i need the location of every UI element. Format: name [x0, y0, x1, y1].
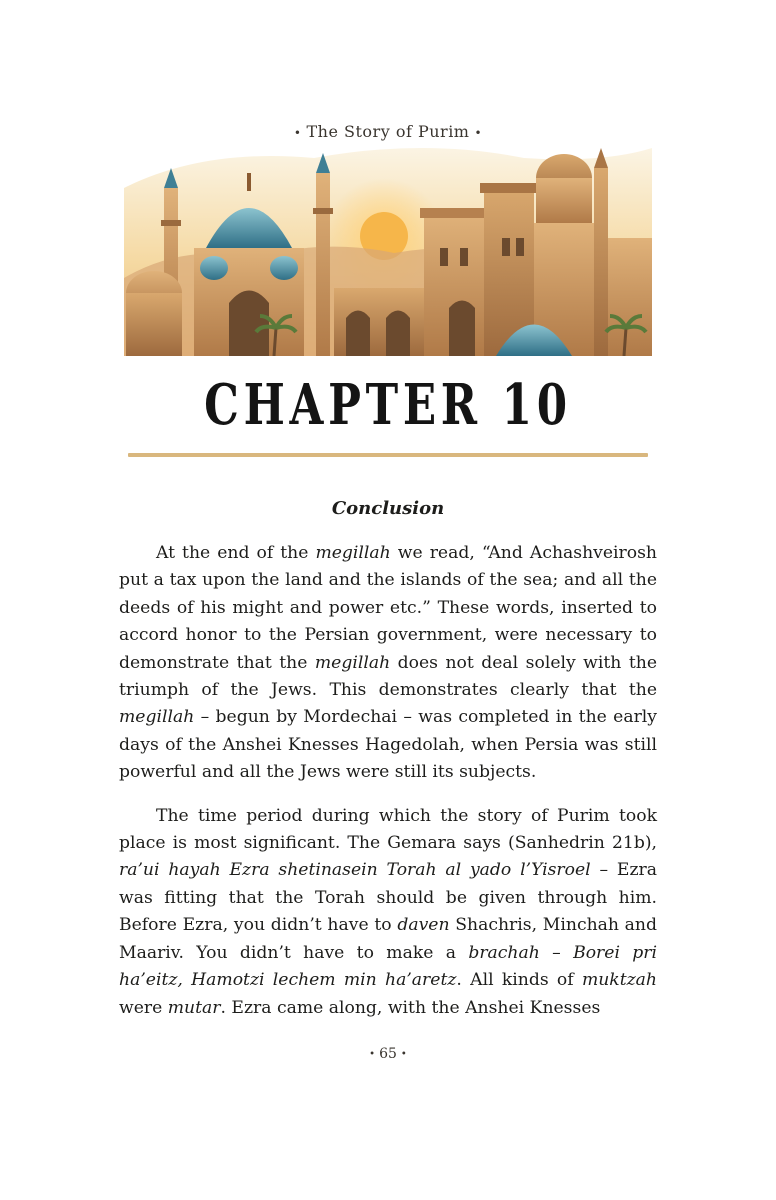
text-run: – Ezra was fitting that the Torah should be given through him. Before Ezra, you didn’t have to	[119, 860, 657, 936]
italic-term: daven	[397, 915, 450, 936]
running-head-title: The Story of Purim	[306, 122, 470, 141]
text-run: At the end of the	[156, 543, 316, 563]
text-run: –	[539, 942, 574, 963]
section-heading: Conclusion	[331, 498, 445, 519]
page-number-value: 65	[379, 1046, 397, 1062]
text-run: we read, “And Achashveirosh put a tax upon the land and the islands of the sea; and all the deeds of his might and power etc.” These words, inserted to accord honor to the Persian government, were necessary to demonstrate that the	[119, 543, 657, 673]
text-run: Shachris, Minchah and Maariv. You didn’t have to make a	[119, 915, 657, 963]
chapter-title: CHAPTER 10	[204, 372, 572, 438]
text-run: does not deal solely with the triumph of the Jews. This demonstrates clearly that the	[119, 652, 657, 701]
text-run: The time period during which the story of Purim took place is most significant. The Gemara says (Sanhedrin 21b),	[119, 805, 657, 854]
text-run: . Ezra came along, with the Anshei Knesses	[220, 997, 601, 1018]
text-run: – begun by Mordechai – was completed in the early days of the Anshei Knesses Hagedolah, when Persia was still powerful and all the Jews were still its subjects.	[119, 707, 657, 783]
chapter-divider	[128, 453, 648, 457]
italic-term: megillah	[119, 707, 195, 728]
body-text	[119, 540, 657, 1022]
persian-city-illustration-icon	[124, 125, 652, 356]
text-run: were	[119, 997, 168, 1018]
running-head	[0, 122, 776, 141]
text-run: . All kinds of	[456, 970, 582, 991]
paragraph	[119, 540, 657, 787]
paragraph	[119, 803, 657, 1022]
separator-dot: •	[474, 125, 483, 140]
italic-term: ra’ui hayah Ezra shetinasein Torah al yado l’Yisroel	[119, 860, 591, 881]
separator-dot: •	[293, 125, 302, 140]
page-number	[0, 1046, 776, 1062]
italic-term: muktzah	[581, 970, 657, 991]
italic-term: megillah	[315, 543, 391, 563]
separator-dot: •	[369, 1048, 376, 1060]
italic-term: brachah	[468, 942, 540, 963]
italic-term: megillah	[314, 652, 391, 673]
italic-term: mutar	[167, 997, 221, 1018]
italic-term: Borei pri ha’eitz, Hamotzi lechem min ha’aretz	[119, 942, 657, 991]
separator-dot: •	[400, 1048, 407, 1060]
